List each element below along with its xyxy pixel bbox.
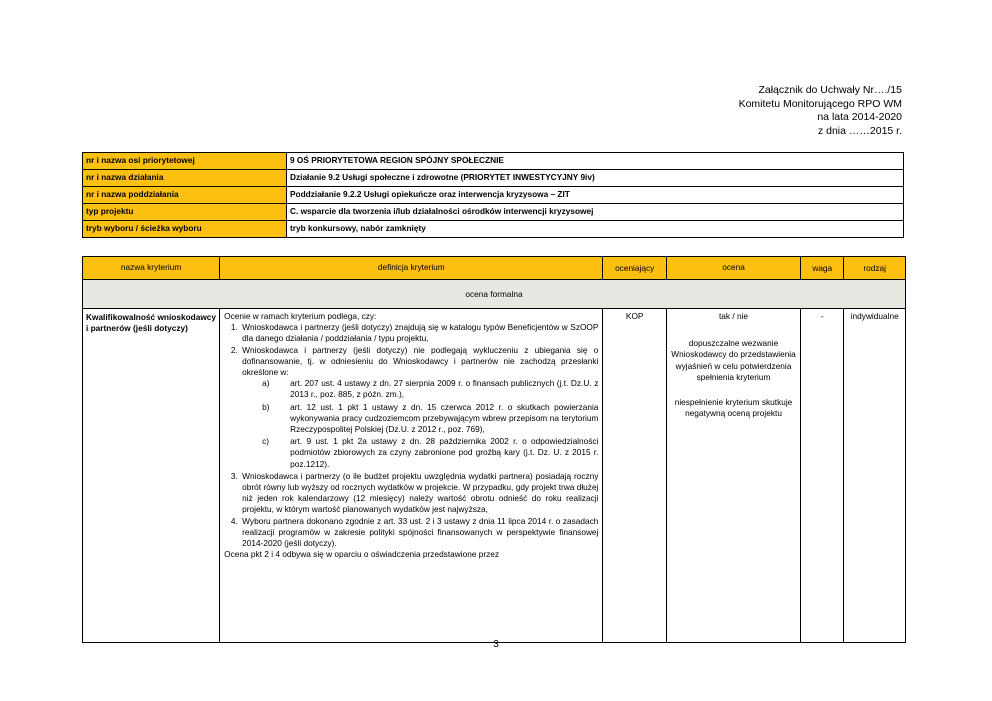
info-row — [83, 153, 904, 170]
definition-item-2: 2. Wnioskodawca i partnerzy (jeśli dotyczy) nie podlegają wykluczeniu z ubiegania się o dofinansowanie, tj. w odniesieniu do Wnioskodawcy i partnerów nie zachodzą przesłanki określone w: a) art. 207 ust. 4 ustawy z dn. 27 sierpnia 2009 r. o finansach publicznych (j.t. Dz.U. z 2013 r., poz. 885, z późn. zm.), b) art. 12 ust. 1 pkt 1 ustawy z dn. 15 czerwca 2012 r. o skutkach powierzania wykonywania pracy cudzoziemcom przebywającym wbrew przepisom na terytorium Rzeczypospolitej Polskiej (Dz.U. z 2012 r., poz. 769), c) art. 9 ust. 1 pkt 2a ustawy z dn. 28 października 2002 r. o odpowiedzialności podmiotów zbiorowych za czyny zabronione pod groźbą kary (j.t. Dz. U. z 2015 r. poz.1212). — [240, 345, 598, 470]
definition-intro: Ocenie w ramach kryterium podlega, czy: — [224, 311, 377, 321]
definition-item-1: 1. Wnioskodawca i partnerzy (jeśli dotyczy) znajdują się w katalogu typów Beneficjentów w SzOOP dla danego działania / poddziałania / typu projektu, — [240, 322, 598, 344]
attachment-header — [739, 84, 902, 138]
header-line-4: z dnia ……2015 r. — [817, 124, 902, 137]
info-key: nr i nazwa działania — [83, 170, 287, 187]
assessment-yes-no: tak / nie — [718, 311, 749, 321]
section-title: ocena formalna — [83, 280, 906, 309]
col-header-weight: waga — [801, 257, 844, 280]
assessment-note-1: dopuszczalne wezwanie Wnioskodawcy do przedstawienia wyjaśnień w celu potwierdzenia spełnienia kryterium — [671, 338, 796, 382]
criterion-definition — [220, 309, 603, 643]
info-key: tryb wyboru / ścieżka wyboru — [83, 221, 287, 238]
definition-item-4: 4. Wyboru partnera dokonano zgodnie z art. 33 ust. 2 i 3 ustawy z dnia 11 lipca 2014 r. o zasadach realizacji programów w zakresie polityki spójności finansowanych w perspektywie finansowej 2014-2020 (jeśli dotyczy). — [240, 516, 598, 550]
info-value: Działanie 9.2 Usługi społeczne i zdrowotne (PRIORYTET INWESTYCYJNY 9iv) — [287, 170, 904, 187]
definition-sublist — [242, 378, 598, 470]
info-key: typ projektu — [83, 204, 287, 221]
info-value: 9 OŚ PRIORYTETOWA REGION SPÓJNY SPOŁECZNIE — [287, 153, 904, 170]
assessment-note-2: niespełnienie kryterium skutkuje negatywną oceną projektu — [674, 397, 793, 419]
info-key: nr i nazwa poddziałania — [83, 187, 287, 204]
definition-outro: Ocena pkt 2 i 4 odbywa się w oparciu o oświadczenia przedstawione przez — [224, 549, 500, 560]
header-line-2: Komitetu Monitorującego RPO WM — [738, 97, 902, 110]
header-line-3: na lata 2014-2020 — [817, 111, 902, 123]
col-header-type: rodzaj — [844, 257, 906, 280]
definition-subitem-b: b) art. 12 ust. 1 pkt 1 ustawy z dn. 15 czerwca 2012 r. o skutkach powierzania wykonywania pracy cudzoziemcom przebywającym wbrew przepisom na terytorium Rzeczypospolitej Polskiej (Dz.U. z 2012 r., poz. 769), — [262, 401, 599, 435]
criterion-type: indywidualne — [844, 309, 906, 643]
header-line-1: Załącznik do Uchwały Nr…./15 — [758, 84, 902, 96]
info-value: Poddziałanie 9.2.2 Usługi opiekuńcze oraz interwencja kryzysowa – ZIT — [287, 187, 904, 204]
col-header-definition: definicja kryterium — [220, 257, 603, 280]
col-header-assessment: ocena — [666, 257, 800, 280]
definition-list — [224, 322, 598, 549]
definition-subitem-a: a) art. 207 ust. 4 ustawy z dn. 27 sierpnia 2009 r. o finansach publicznych (j.t. Dz.U. z 2013 r., poz. 885, z późn. zm.), — [262, 378, 599, 400]
criterion-row — [83, 309, 906, 643]
definition-subitem-c: c) art. 9 ust. 1 pkt 2a ustawy z dn. 28 października 2002 r. o odpowiedzialności podmiotów zbiorowych za czyny zabronione pod groźbą kary (j.t. Dz. U. z 2015 r. poz.1212). — [262, 436, 599, 469]
info-row — [83, 221, 904, 238]
criteria-header-row — [83, 257, 906, 280]
info-row — [83, 204, 904, 221]
criterion-name: Kwalifikowalność wnioskodawcy i partnerów (jeśli dotyczy) — [83, 309, 220, 643]
info-value: tryb konkursowy, nabór zamknięty — [287, 221, 904, 238]
definition-item-3: 3. Wnioskodawca i partnerzy (o ile budżet projektu uwzględnia wydatki partnera) posiadają roczny obrót równy lub wyższy od rocznych wydatków w projekcie. W przypadku, gdy projekt trwa dłużej niż jeden rok kalendarzowy (12 miesięcy) należy wartość obrotu odnieść do roku realizacji projektu, w którym wartość planowanych wydatków jest najwyższa, — [240, 471, 598, 516]
page-number: 3 — [493, 639, 499, 650]
criteria-table — [82, 256, 906, 643]
criterion-assessment — [666, 309, 800, 643]
info-row — [83, 170, 904, 187]
col-header-name: nazwa kryterium — [83, 257, 220, 280]
info-key: nr i nazwa osi priorytetowej — [83, 153, 287, 170]
section-row — [83, 280, 906, 309]
project-info-table — [82, 152, 904, 238]
info-value: C. wsparcie dla tworzenia i/lub działalności ośrodków interwencji kryzysowej — [287, 204, 904, 221]
col-header-evaluator: oceniający — [603, 257, 667, 280]
criterion-evaluator: KOP — [603, 309, 667, 643]
info-row — [83, 187, 904, 204]
criterion-weight: - — [801, 309, 844, 643]
